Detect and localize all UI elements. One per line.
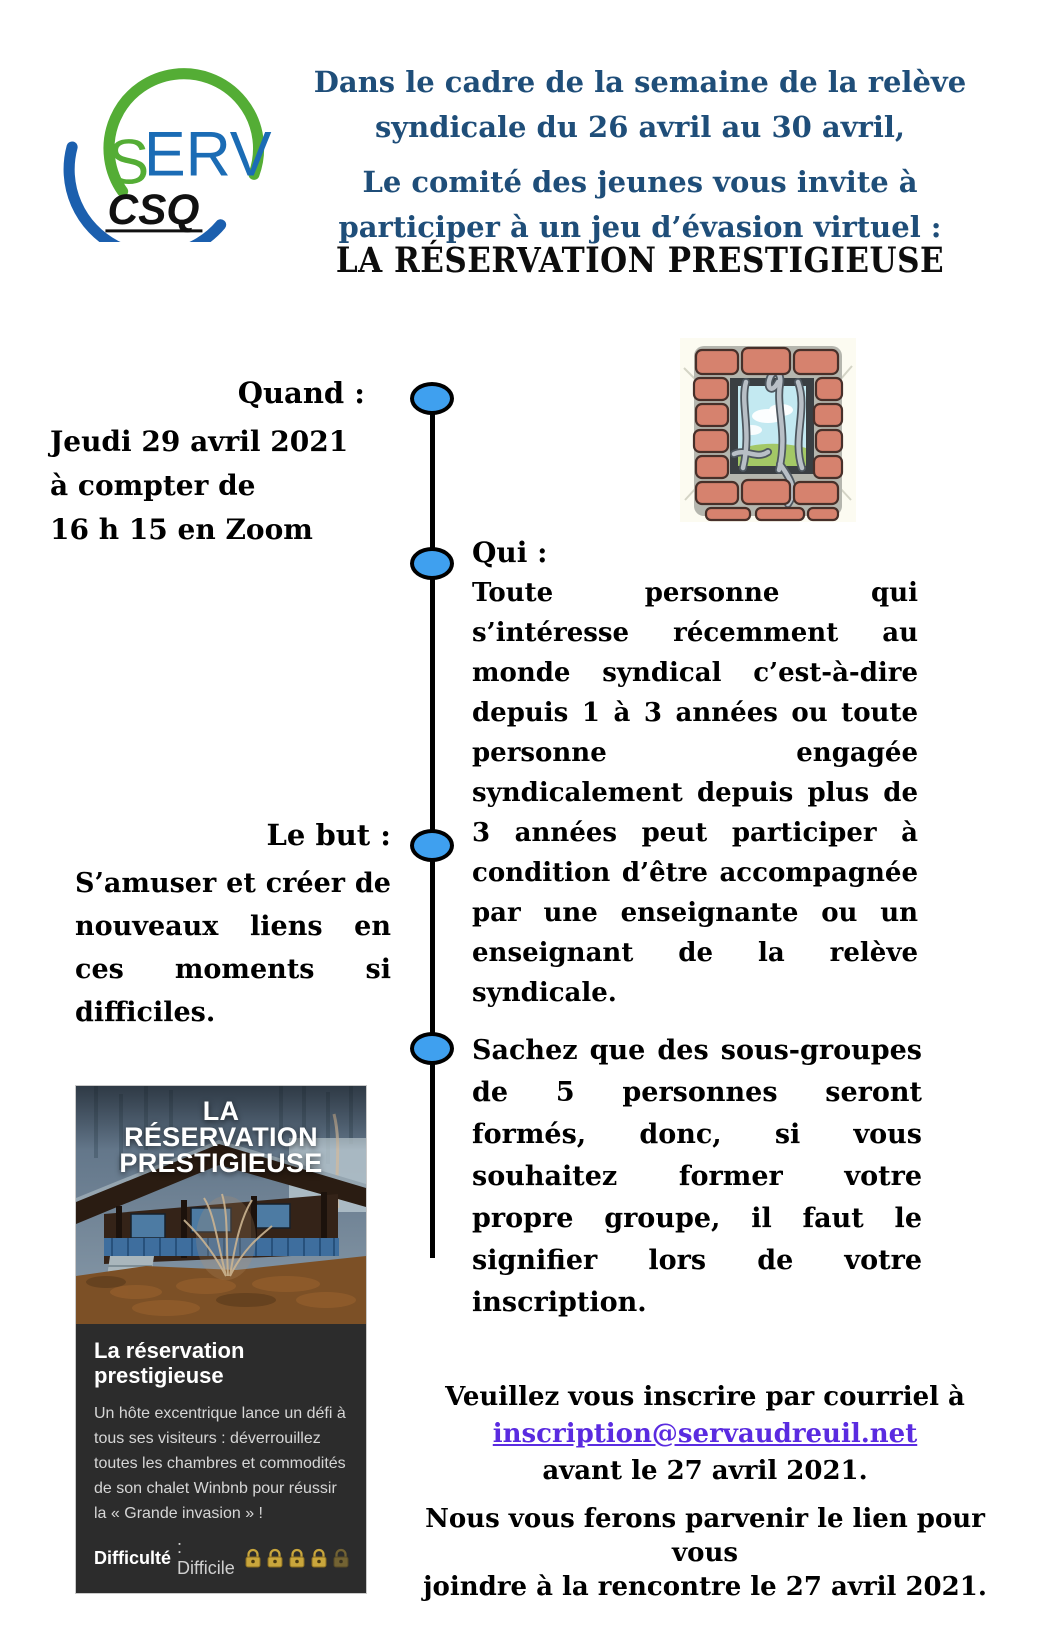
difficulty-label: Difficulté [94,1547,172,1568]
footer-registration [405,1382,1005,1604]
timeline-dot-icon [410,382,454,415]
chalet-photo [76,1086,366,1324]
prison-window-illustration [680,338,856,522]
header-line-2: syndicale du 26 avril au 30 avril, [374,110,905,144]
difficulty-value: : Difficile [177,1537,235,1578]
footer-line-3a: Nous vous ferons parvenir le lien pour vous [425,1504,985,1568]
page-title: LA RÉSERVATION PRESTIGIEUSE [335,240,945,282]
header-gap [260,150,1020,160]
section-qui [472,536,918,1013]
card-info [76,1324,366,1593]
section-sachez-text: Sachez que des sous-groupes de 5 personnes seront formés, donc, si vous souhaitez former votre propre groupe, il faut le signifier lors de votre inscription. [472,1035,922,1318]
padlock-icon [287,1547,307,1569]
timeline-dot-icon [410,547,454,580]
header-text [260,60,1020,250]
section-qui-label: Qui : [472,536,548,569]
timeline-dot-icon [410,1032,454,1065]
quand-line-2: à compter de [50,469,256,502]
card-difficulty [94,1537,348,1579]
section-but [75,818,391,1034]
section-but-label: Le but : [266,818,391,852]
header-line-4: participer à un jeu d’évasion virtuel : [338,210,942,244]
timeline-dot-icon [410,829,454,862]
footer-line-3b: joindre à la rencontre le 27 avril 2021. [423,1572,987,1602]
padlock-icon [265,1547,285,1569]
logo-serv-erv: ERV [143,119,272,190]
section-qui-text: Toute personne qui s’intéresse récemment au monde syndical c’est-à-dire depuis 1 à 3 années ou toute personne engagée syndicalement depuis plus de 3 années peut participer à condition d’être accompagnée par une enseignante ou un enseignant de la relève syndicale. [472,578,918,1008]
padlock-icon [309,1547,329,1569]
difficulty-locks [243,1547,351,1569]
card-overlay-line-3: PRESTIGIEUSE [119,1148,323,1178]
quand-line-1: Jeudi 29 avril 2021 [50,425,349,458]
timeline-line [430,398,435,1258]
padlock-icon [331,1547,351,1569]
card-overlay-title [76,1098,366,1176]
card-description: Un hôte excentrique lance un défi à tous ses visiteurs : déverrouillez toutes les chambres et commodités de son chalet Winbnb pour réussir la « Grande invasion » ! [94,1405,346,1522]
quand-line-3: 16 h 15 en Zoom [50,513,313,546]
registration-email-link[interactable]: inscription@servaudreuil.net [492,1419,918,1449]
footer-line-2: avant le 27 avril 2021. [542,1456,868,1486]
padlock-icon [243,1547,263,1569]
card-overlay-line-1: LA [202,1096,240,1126]
card-title: La réservation prestigieuse [94,1338,245,1388]
section-but-text: S’amuser et créer de nouveaux liens en ces moments si difficiles. [75,868,391,1028]
footer-line-1: Veuillez vous inscrire par courriel à [445,1382,965,1412]
section-quand-text [50,420,380,552]
card-overlay-line-2: RÉSERVATION [124,1122,318,1152]
escape-game-card [76,1086,366,1593]
header-line-3: Le comité des jeunes vous invite à [362,165,918,199]
logo-csq: CSQ [107,185,200,233]
section-quand-label: Quand : [237,376,365,410]
serv-csq-logo [46,50,274,242]
header-line-1: Dans le cadre de la semaine de la relève [313,65,967,99]
serv-csq-logo-art [46,50,274,242]
logo-serv-s: S [107,127,150,198]
